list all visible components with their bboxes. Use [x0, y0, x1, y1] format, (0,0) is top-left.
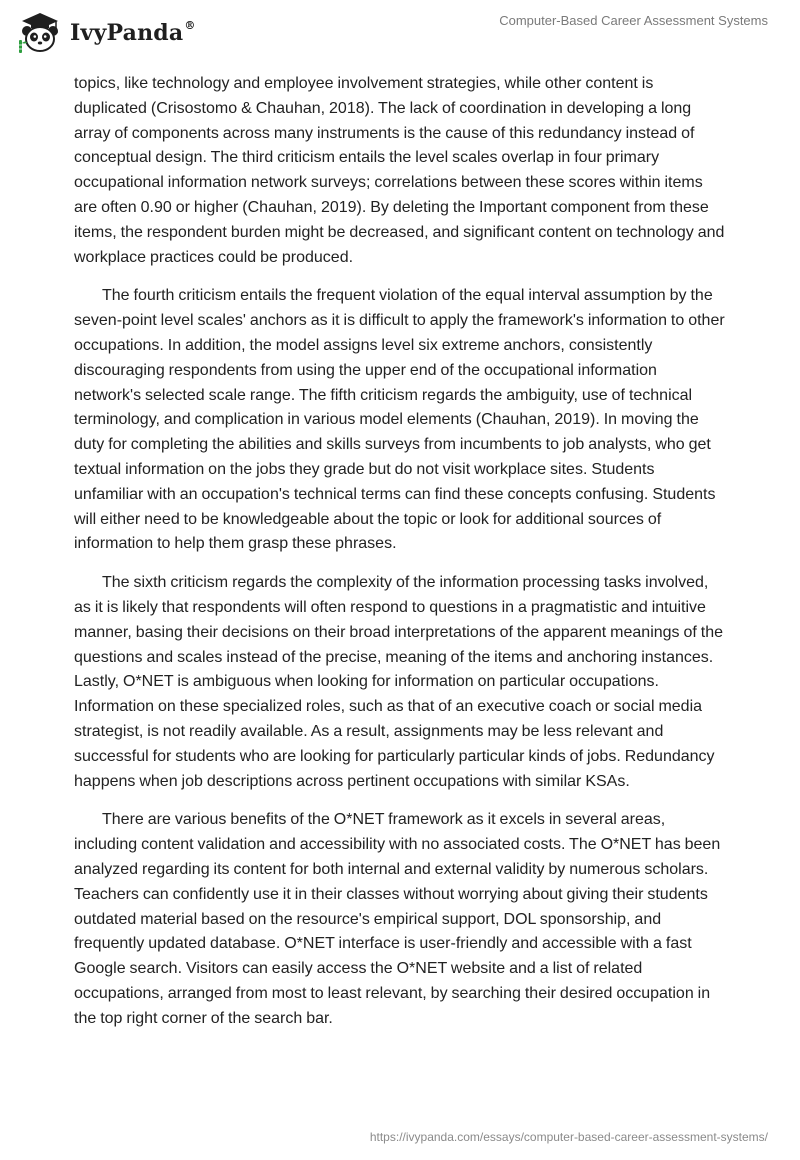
registered-mark: ®: [184, 18, 196, 32]
paragraph: The sixth criticism regards the complexity of the information processing tasks involved, as it is likely that respondents will often respond to questions in a pragmatistic and intuitive manner, basing their decisions on their broad interpretations of the apparent meanings of the questions and scales instead of the precise, meaning of the items and anchoring instances. Lastly, O*NET is ambiguous when looking for information on particular occupations. Information on these specialized roles, such as that of an executive coach or social media strategist, is not readily available. As a result, assignments may be less relevant and successful for students who are looking for particularly particular kinds of jobs. Redundancy happens when job descriptions across pertinent occupations with similar KSAs.: [74, 574, 724, 790]
brand-logo[interactable]: [16, 10, 196, 54]
paragraph: There are various benefits of the O*NET framework as it excels in several areas, including content validation and accessibility with no associated costs. The O*NET has been analyzed regarding its content for both internal and external validity by numerous scholars. Teachers can confidently use it in their classes without worrying about giving their students outdated material based on the resource's empirical support, DOL sponsorship, and frequently updated database. O*NET interface is user-friendly and accessible with a fast Google search. Visitors can easily access the O*NET website and a list of related occupations, arranged from most to least relevant, by searching their desired occupation in the top right corner of the search bar.: [74, 811, 721, 1027]
page-header: [0, 0, 800, 64]
paragraph: topics, like technology and employee involvement strategies, while other content is duplicated (Crisostomo & Chauhan, 2018). The lack of coordination in developing a long array of components across many instruments is the cause of this redundancy instead of conceptual design. The third criticism entails the level scales overlap in four primary occupational information network surveys; correlations between these scores within items are often 0.90 or higher (Chauhan, 2019). By deleting the Important component from these items, the respondent burden might be decreased, and significant content on technology and workplace practices could be produced.: [74, 75, 725, 266]
source-url-link[interactable]: https://ivypanda.com/essays/computer-based-career-assessment-systems/: [369, 1130, 768, 1144]
document-title: Computer-Based Career Assessment Systems: [499, 13, 768, 28]
paragraph: The fourth criticism entails the frequent violation of the equal interval assumption by the seven-point level scales' anchors as it is difficult to apply the framework's information to other occupations. In addition, the model assigns level six extreme anchors, consistently discouraging respondents from using the upper end of the occupational information network's selected scale range. The fifth criticism regards the ambiguity, use of technical terminology, and complication in various model elements (Chauhan, 2019). In moving the duty for completing the abilities and skills surveys from incumbents to job analysts, who get textual information on the jobs they grade but do not visit workplace sites. Students unfamiliar with an occupation's technical terms can find these concepts confusing. Students will either need to be knowledgeable about the topic or look for additional sources of information to help them grasp these phrases.: [74, 287, 725, 553]
brand-name: [70, 20, 196, 46]
brand-name-text: IvyPanda: [70, 20, 184, 46]
essay-body: [74, 72, 726, 1045]
panda-graduate-icon: [16, 10, 64, 54]
